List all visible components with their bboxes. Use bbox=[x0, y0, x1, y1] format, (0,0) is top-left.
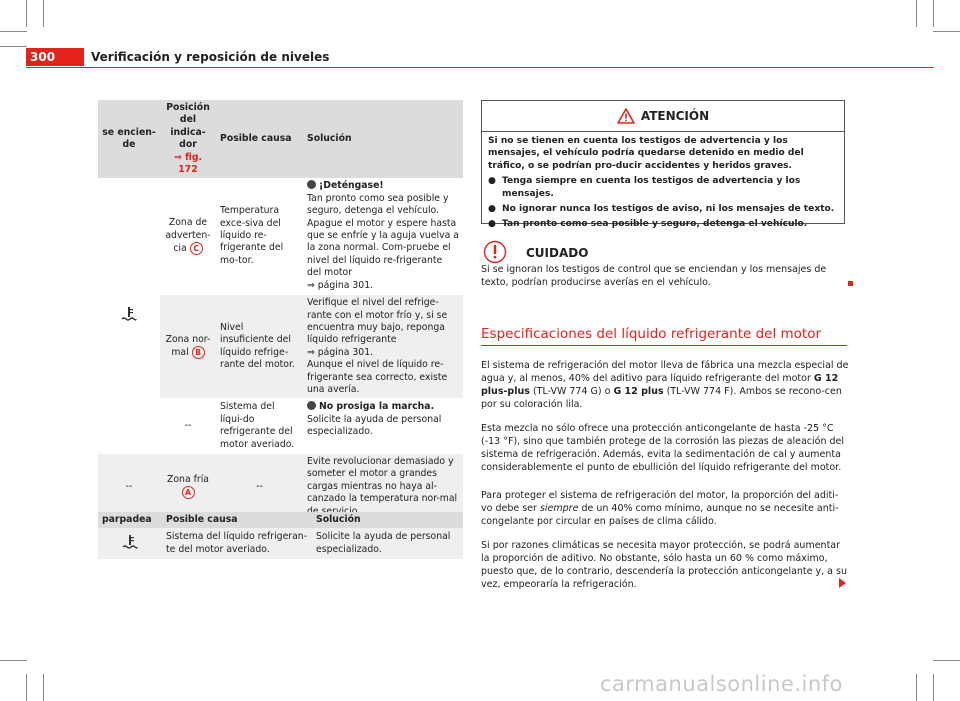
list-item: ● Tan pronto como sea posible y seguro, detenga el vehículo. bbox=[488, 219, 808, 230]
crop-mark bbox=[0, 660, 27, 661]
crop-mark bbox=[933, 0, 934, 27]
solution-cell: No prosiga la marcha. Solicite la ayuda de personal especializado. bbox=[303, 399, 463, 454]
crop-mark bbox=[0, 31, 27, 32]
warning-triangle-icon bbox=[617, 108, 635, 124]
stop-icon bbox=[307, 401, 316, 410]
coolant-indicator-table bbox=[98, 100, 463, 520]
stop-icon bbox=[307, 180, 316, 189]
col-header-cause: Posible causa bbox=[162, 512, 312, 528]
table-row bbox=[98, 178, 463, 294]
coolant-lamp-cell bbox=[98, 178, 160, 453]
solution-cell: Solicite la ayuda de personal especializado. bbox=[312, 528, 463, 559]
coolant-temperature-icon bbox=[121, 306, 137, 322]
col-header-blinks: parpadea bbox=[98, 512, 162, 528]
crop-mark bbox=[933, 660, 960, 661]
header-divider bbox=[26, 67, 934, 68]
crop-mark bbox=[26, 0, 27, 27]
cause-cell: Sistema del líquido refrigeran-te del motor averiado. bbox=[162, 528, 312, 559]
table-header-row bbox=[98, 100, 463, 178]
list-item: ● No ignorar nunca los testigos de aviso, ni los mensajes de texto. bbox=[488, 204, 835, 215]
position-cell: Zona nor-mal B bbox=[160, 295, 216, 399]
col-header-solution: Solución bbox=[303, 100, 463, 178]
figure-reference-link[interactable]: ⇒ fig. 172 bbox=[173, 151, 203, 176]
end-marker bbox=[848, 281, 853, 286]
position-cell: Zona de adverten-cia C bbox=[165, 217, 211, 254]
paragraph: El sistema de refrigeración del motor lleva de fábrica una mezcla especial de agua y, al menos, 40% del aditivo para líquido refrigerante del motor G 12 plus-plus (TL-VW 774 G) o G 12 plus (TL-VW 774 F). Ambos se recono-cen por su coloración lila. bbox=[481, 360, 849, 410]
caution-text: Si se ignoran los testigos de control que se enciendan y los mensajes de texto, podrían producirse averías en el vehículo. bbox=[481, 264, 827, 288]
crop-mark bbox=[916, 674, 917, 701]
solution-cell: Verifique el nivel del refrige-rante con el motor frío y, si se encuentra muy bajo, reponga líquido refrigerante ⇒ página 301. Aunque el nivel de líquido re-frigerante sea correcto, existe una avería. bbox=[303, 295, 463, 399]
col-header-lights: se encien-de bbox=[98, 100, 160, 178]
gauge-zone-badge: B bbox=[192, 346, 205, 359]
crop-mark bbox=[43, 0, 44, 27]
warning-box bbox=[481, 100, 845, 230]
coolant-temperature-icon bbox=[122, 534, 138, 550]
section-title: Especificaciones del líquido refrigerante del motor bbox=[481, 326, 822, 342]
paragraph: Si por razones climáticas se necesita mayor protección, se podrá aumentar la proporción de aditivo. No obstante, sólo hasta un 60 % como máximo, puesto que, de lo contrario, descendería la protección anticongelante y, a su vez, empeoraría la refrigeración. bbox=[481, 540, 847, 590]
watermark: carmanualsonline.info bbox=[600, 672, 843, 696]
solution-cell: ¡Deténgase! Tan pronto como sea posible y seguro, detenga el vehículo. Apague el motor y espere hasta que se enfríe y la aguja vuelva a la zona normal. Com-pruebe el nivel del líquido re-frigerante del motor ⇒ página 301. bbox=[307, 180, 459, 291]
warning-title: ATENCIÓN bbox=[640, 109, 710, 123]
gauge-zone-badge: A bbox=[182, 486, 195, 499]
warning-header bbox=[482, 101, 844, 132]
crop-mark bbox=[26, 674, 27, 701]
cause-cell: Temperatura exce-siva del líquido re-frigerante del mo-tor. bbox=[220, 205, 284, 266]
col-header-solution: Solución bbox=[312, 512, 463, 528]
continue-arrow-icon bbox=[839, 578, 846, 588]
paragraph: Esta mezcla no sólo ofrece una protección anticongelante de hasta -25 °C (-13 °F), sino que también protege de la corrosión las piezas de aleación del sistema de refrigeración. Además, evita la sedimentación de cal y aumenta considerablemente el punto de ebullición del líquido refrigerante del motor. bbox=[481, 423, 844, 473]
position-cell: Zona fría A bbox=[160, 453, 216, 520]
position-cell: -- bbox=[160, 399, 216, 454]
crop-mark bbox=[0, 46, 27, 47]
table-header-row bbox=[98, 512, 463, 528]
blinking-indicator-table bbox=[98, 512, 463, 559]
cause-cell: Sistema del líqui-do refrigerante del motor averiado. bbox=[216, 399, 303, 454]
lamp-cell: -- bbox=[98, 453, 160, 520]
table-row bbox=[98, 528, 463, 559]
cause-cell: Nivel insuficiente del líquido refrige-rante del motor. bbox=[216, 295, 303, 399]
table-row bbox=[98, 453, 463, 520]
paragraph: Para proteger el sistema de refrigeración del motor, la proporción del aditi-vo debe ser siempre de un 40% como mínimo, aunque no se necesite anti-congelante por circular en países de clima cálido. bbox=[481, 490, 839, 527]
crop-mark bbox=[933, 674, 934, 701]
crop-mark bbox=[43, 674, 44, 701]
list-item: ● Tenga siempre en cuenta los testigos de advertencia y los mensajes. bbox=[488, 176, 801, 199]
crop-mark bbox=[933, 31, 960, 32]
solution-cell: Evite revolucionar demasiado y someter el motor a grandes cargas mientras no haya al-canzado la temperatura nor-mal bbox=[303, 453, 463, 520]
coolant-lamp-cell bbox=[98, 528, 162, 559]
warning-body bbox=[482, 132, 844, 237]
page-reference-link[interactable]: ⇒ página 301. bbox=[307, 279, 374, 291]
page-title: Verificación y reposición de niveles bbox=[91, 50, 330, 64]
crop-mark bbox=[916, 0, 917, 27]
col-header-cause: Posible causa bbox=[216, 100, 303, 178]
col-header-position: Posición del indica-dor ⇒ fig. 172 bbox=[160, 100, 216, 178]
page-reference-link[interactable]: ⇒ página 301. bbox=[307, 346, 374, 358]
caution-icon bbox=[483, 240, 517, 264]
cause-cell: -- bbox=[216, 453, 303, 520]
warning-text: Si no se tienen en cuenta los testigos de advertencia y los mensajes, el vehículo podría quedarse detenido en medio del tráfico, o se podrían pro-ducir accidentes y heridos graves. bbox=[488, 136, 804, 171]
gauge-zone-badge: C bbox=[190, 242, 203, 255]
page-number: 300 bbox=[30, 50, 56, 64]
section-divider bbox=[481, 345, 847, 346]
caution-title: CUIDADO bbox=[526, 246, 589, 260]
